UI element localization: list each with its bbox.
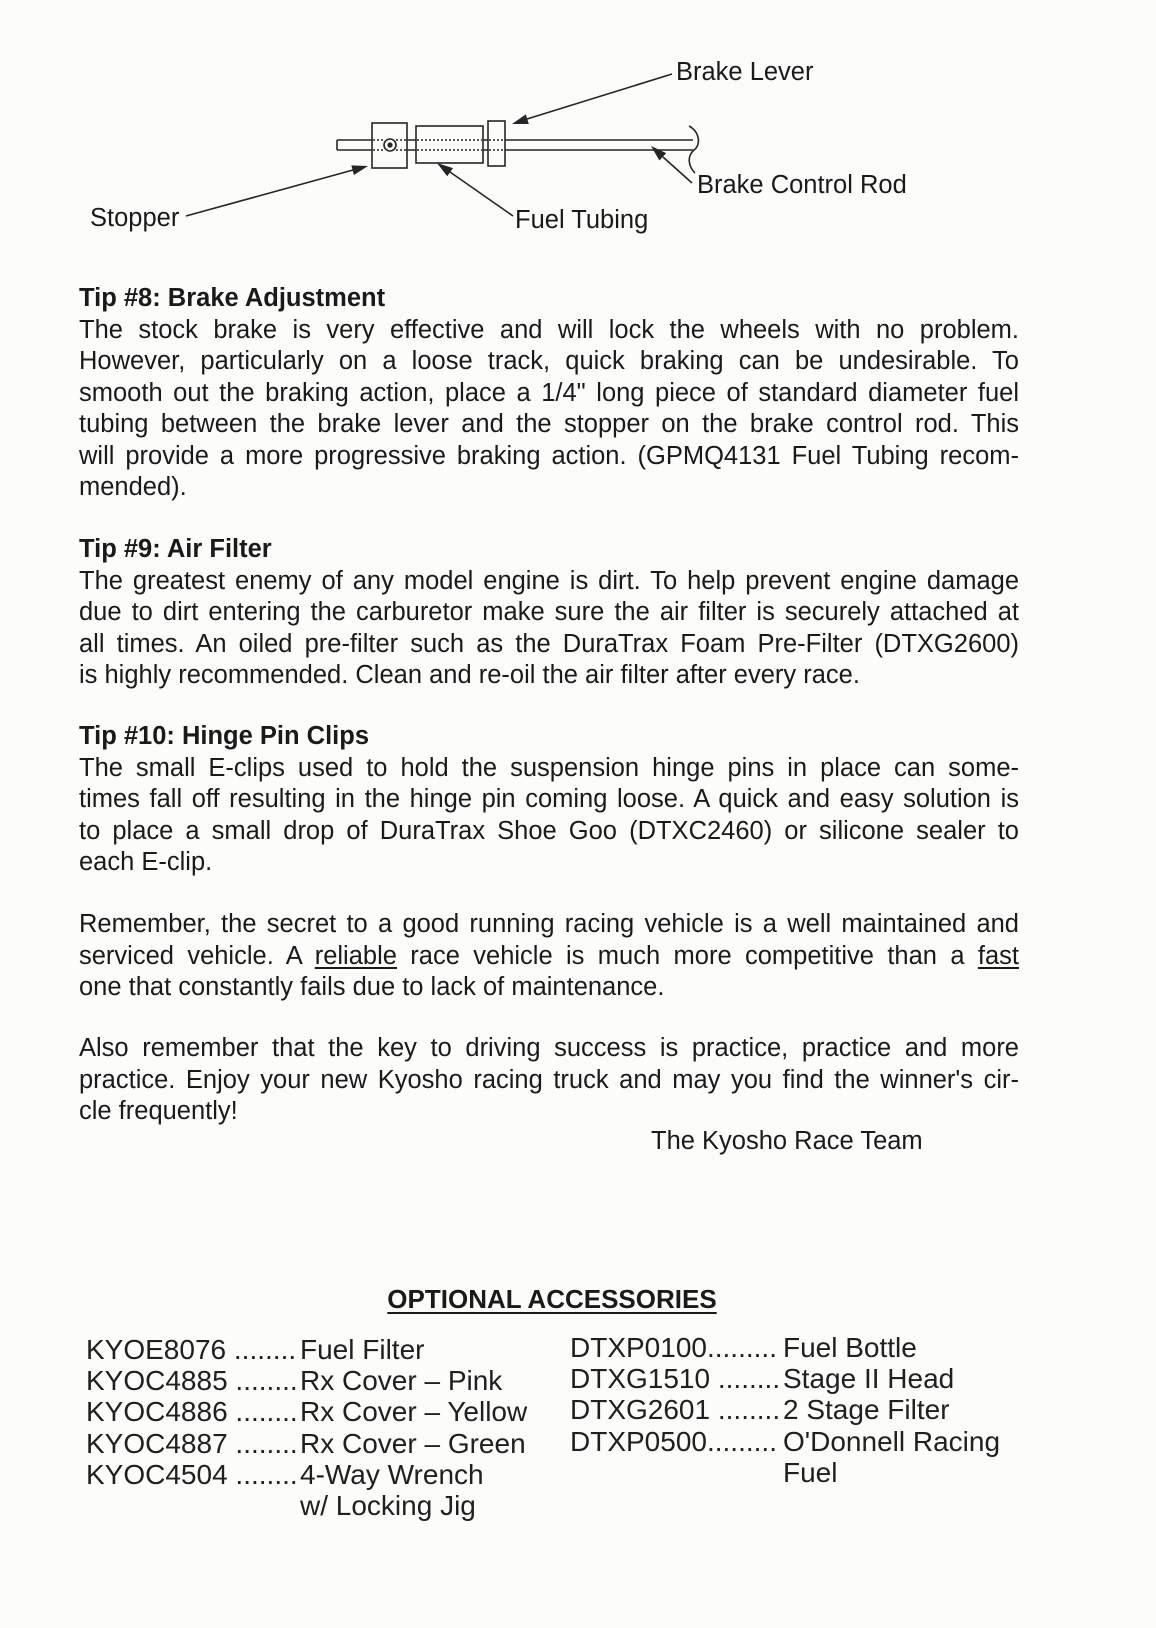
brake-lever-leader: [527, 74, 672, 119]
fuel-tubing-label: Fuel Tubing: [515, 206, 649, 234]
accessory-item: [86, 1428, 527, 1459]
accessory-item-continuation: [86, 1490, 527, 1521]
part-number: KYOC4887: [86, 1427, 228, 1459]
part-description: Fuel Filter: [300, 1334, 425, 1365]
part-description: Rx Cover – Yellow: [300, 1396, 528, 1428]
body-line: cle frequently!: [79, 1097, 238, 1125]
brake-lever-arrowhead: [512, 114, 529, 124]
fuel-tubing-arrowhead: [437, 163, 453, 176]
body-line: times fall off resulting in the hinge pin coming loose. A quick and easy solution is: [79, 785, 1019, 813]
body-line: However, particularly on a loose track, quick braking can be undesirable. To: [79, 347, 1019, 375]
body-line: The stock brake is very effective and will lock the wheels with no problem.: [79, 315, 1019, 344]
brake-control-rod-label: Brake Control Rod: [697, 171, 907, 199]
part-number: DTXG2601: [570, 1394, 711, 1426]
tip-heading: Tip #10: Hinge Pin Clips: [79, 722, 370, 750]
brake-lever: [488, 121, 505, 166]
leader-dots: .........: [706, 1332, 777, 1363]
part-description: Fuel Bottle: [783, 1332, 917, 1363]
leader-dots: ........: [710, 1394, 781, 1426]
underlined-word-fast: fast: [977, 941, 1019, 970]
accessory-item: [86, 1396, 527, 1427]
leader-dots: ........: [227, 1427, 298, 1459]
part-number: KYOC4886: [86, 1396, 228, 1428]
accessory-item: [86, 1459, 527, 1490]
body-line: [79, 941, 1019, 973]
rod-inside-tubing: [417, 140, 482, 150]
accessory-item: [86, 1334, 527, 1365]
stopper-leader: [186, 170, 353, 216]
stopper-screw-center: [388, 143, 392, 147]
body-line: one that constantly fails due to lack of maintenance.: [79, 973, 665, 1001]
accessories-heading: [352, 1283, 752, 1315]
body-line: The greatest enemy of any model engine is dirt. To help prevent engine damage: [79, 566, 1019, 595]
part-number: KYOE8076: [86, 1334, 227, 1365]
leader-dots: ........: [227, 1396, 298, 1428]
body-line: Remember, the secret to a good running racing vehicle is a well maintained and: [79, 910, 1019, 938]
leader-dots: ........: [226, 1334, 297, 1365]
body-line: each E-clip.: [79, 848, 213, 876]
leader-dots: .........: [706, 1425, 777, 1457]
part-description: O'Donnell Racing: [783, 1425, 1001, 1457]
part-description: Rx Cover – Pink: [300, 1365, 503, 1397]
body-line: practice. Enjoy your new Kyosho racing truck and may you find the winner's cir-: [79, 1065, 1019, 1094]
accessory-item: [570, 1363, 1000, 1394]
accessories-heading-text: OPTIONAL ACCESSORIES: [387, 1284, 717, 1314]
text-segment: race vehicle is much more competitive than a: [396, 941, 978, 970]
part-number: KYOC4885: [86, 1365, 228, 1397]
accessory-item-continuation: [570, 1457, 1000, 1488]
fuel-tubing-leader: [450, 172, 513, 216]
remember-paragraph: [79, 909, 1019, 1004]
part-number: KYOC4504: [86, 1458, 228, 1490]
body-line: due to dirt entering the carburetor make sure the air filter is securely attached at: [79, 598, 1019, 626]
body-line: The small E-clips used to hold the suspension hinge pins in place can some-: [79, 753, 1019, 782]
body-line: to place a small drop of DuraTrax Shoe Goo (DTXC2460) or silicone sealer to: [79, 816, 1019, 845]
body-line: will provide a more progressive braking action. (GPMQ4131 Fuel Tubing recom-: [79, 441, 1019, 470]
part-number: DTXP0500: [570, 1425, 707, 1457]
body-line: tubing between the brake lever and the stopper on the brake control rod. This: [79, 410, 1019, 438]
underlined-word-reliable: reliable: [314, 941, 397, 970]
accessories-right-column: [570, 1332, 1000, 1488]
fuel-tubing-piece: [416, 126, 483, 163]
stopper-label: Stopper: [90, 204, 180, 232]
accessories-left-column: [86, 1334, 527, 1521]
part-description: Stage II Head: [783, 1363, 955, 1395]
part-description: 4-Way Wrench: [300, 1458, 484, 1490]
tip-10-hinge-pin-clips: [79, 721, 1019, 879]
brake-lever-label: Brake Lever: [676, 58, 814, 86]
accessory-item: [570, 1426, 1000, 1457]
accessory-item: [86, 1365, 527, 1396]
stopper-arrowhead: [351, 165, 368, 175]
rod-inside-lever: [489, 140, 504, 150]
leader-dots: ........: [227, 1458, 298, 1490]
tip-9-air-filter: [79, 534, 1019, 692]
body-line: is highly recommended. Clean and re-oil the air filter after every race.: [79, 661, 860, 689]
accessory-item: [570, 1332, 1000, 1363]
leader-dots: ........: [227, 1365, 298, 1397]
accessory-item: [570, 1394, 1000, 1425]
body-line: smooth out the braking action, place a 1/4" long piece of standard diameter fuel: [79, 378, 1019, 407]
signature: The Kyosho Race Team: [651, 1127, 923, 1155]
part-description: Fuel: [783, 1456, 838, 1488]
brake-control-rod-leader: [663, 157, 692, 183]
part-description: w/ Locking Jig: [300, 1489, 476, 1521]
part-number: DTXP0100: [570, 1332, 707, 1363]
part-number: DTXG1510: [570, 1363, 711, 1395]
tip-heading: Tip #8: Brake Adjustment: [79, 284, 386, 312]
leader-dots: ........: [710, 1363, 781, 1395]
body-line: mended).: [79, 473, 187, 501]
body-line: all times. An oiled pre-filter such as the DuraTrax Foam Pre-Filter (DTXG2600): [79, 629, 1019, 658]
part-description: 2 Stage Filter: [783, 1394, 950, 1426]
also-remember-paragraph: [79, 1033, 1019, 1128]
body-line: Also remember that the key to driving success is practice, practice and more: [79, 1034, 1019, 1062]
part-description: Rx Cover – Green: [300, 1427, 526, 1459]
tip-heading: Tip #9: Air Filter: [79, 535, 272, 563]
tip-8-brake-adjustment: [79, 283, 1019, 504]
text-segment: serviced vehicle. A: [79, 941, 315, 970]
